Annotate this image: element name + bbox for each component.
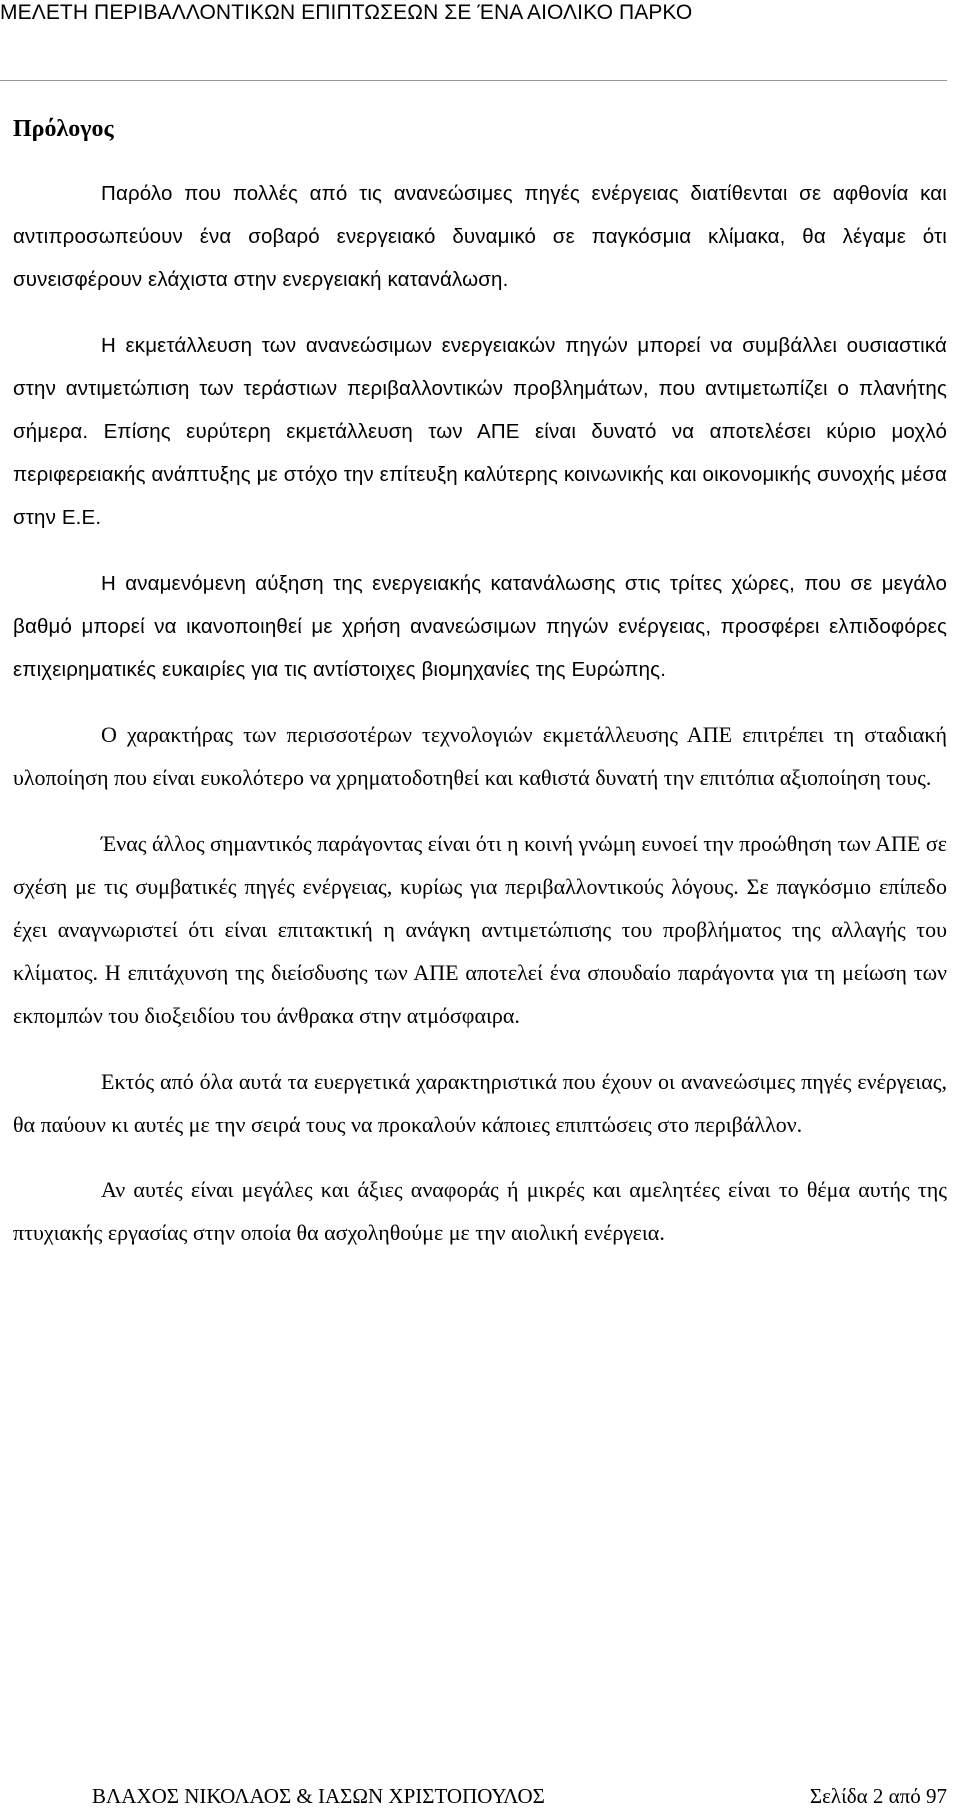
paragraph-2: Η εκμετάλλευση των ανανεώσιμων ενεργειακών πηγών μπορεί να συμβάλλει ουσιαστικά στην αντιμετώπιση των τεράστιων περιβαλλοντικών προβλημάτων, που αντιμετωπίζει ο πλανήτης σήμερα. Επίσης ευρύτερη εκμετάλλευση των ΑΠΕ είναι δυνατό να αποτελέσει κύριο μοχλό περιφερειακής ανάπτυξης με στόχο την επίτευξη καλύτερης κοινωνικής και οικονομικής συνοχής μέσα στην Ε.Ε. (13, 333, 947, 530)
running-header: ΜΕΛΕΤΗ ΠΕΡΙΒΑΛΛΟΝΤΙΚΩΝ ΕΠΙΠΤΩΣΕΩΝ ΣΕ ΈΝΑ ΑΙΟΛΙΚΟ ΠΑΡΚΟ (0, 1, 693, 24)
paragraph-5: Ένας άλλος σημαντικός παράγοντας είναι ότι η κοινή γνώμη ευνοεί την προώθηση των ΑΠΕ σε σχέση με τις συμβατικές πηγές ενέργειας, κυρίως για περιβαλλοντικούς λόγους. Σε παγκόσμιο επίπεδο έχει αναγνωριστεί ότι είναι επιτακτική η ανάγκη αντιμετώπισης του προβλήματος της αλλαγής του κλίματος. Η επιτάχυνση της διείσδυσης των ΑΠΕ αποτελεί ένα σπουδαίο παράγοντα για τη μείωση των εκπομπών του διοξειδίου του άνθρακα στην ατμόσφαιρα. (13, 830, 947, 1029)
paragraph-7: Αν αυτές είναι μεγάλες και άξιες αναφοράς ή μικρές και αμελητέες είναι το θέμα αυτής της πτυχιακής εργασίας στην οποία θα ασχοληθούμε με την αιολική ενέργεια. (13, 1177, 947, 1246)
paragraph-4: Ο χαρακτήρας των περισσοτέρων τεχνολογιών εκμετάλλευσης ΑΠΕ επιτρέπει τη σταδιακή υλοποίηση που είναι ευκολότερο να χρηματοδοτηθεί και καθιστά δυνατή την επιτόπια αξιοποίηση τους. (13, 722, 947, 791)
paragraph-6: Εκτός από όλα αυτά τα ευεργετικά χαρακτηριστικά που έχουν οι ανανεώσιμες πηγές ενέργειας, θα παύουν κι αυτές με την σειρά τους να προκαλούν κάποιες επιπτώσεις στο περιβάλλον. (13, 1068, 947, 1137)
paragraph-3: Η αναμενόμενη αύξηση της ενεργειακής κατανάλωσης στις τρίτες χώρες, που σε μεγάλο βαθμό μπορεί να ικανοποιηθεί με χρήση ανανεώσιμων πηγών ενέργειας, προσφέρει ελπιδοφόρες επιχειρηματικές ευκαιρίες για τις αντίστοιχες βιομηχανίες της Ευρώπης. (13, 571, 947, 682)
body-text (13, 172, 947, 1276)
section-heading: Πρόλογος (13, 116, 114, 142)
page-number: Σελίδα 2 από 97 (809, 1784, 947, 1808)
footer-authors: ΒΛΑΧΟΣ ΝΙΚΟΛΑΟΣ & ΙΑΣΩΝ ΧΡΙΣΤΟΠΟΥΛΟΣ (92, 1784, 545, 1808)
header-divider (0, 80, 947, 81)
running-footer (92, 1782, 947, 1812)
paragraph-1: Παρόλο που πολλές από τις ανανεώσιμες πηγές ενέργειας διατίθενται σε αφθονία και αντιπροσωπεύουν ένα σοβαρό ενεργειακό δυναμικό σε παγκόσμια κλίμακα, θα λέγαμε ότι συνεισφέρουν ελάχιστα στην ενεργειακή κατανάλωση. (13, 182, 947, 292)
